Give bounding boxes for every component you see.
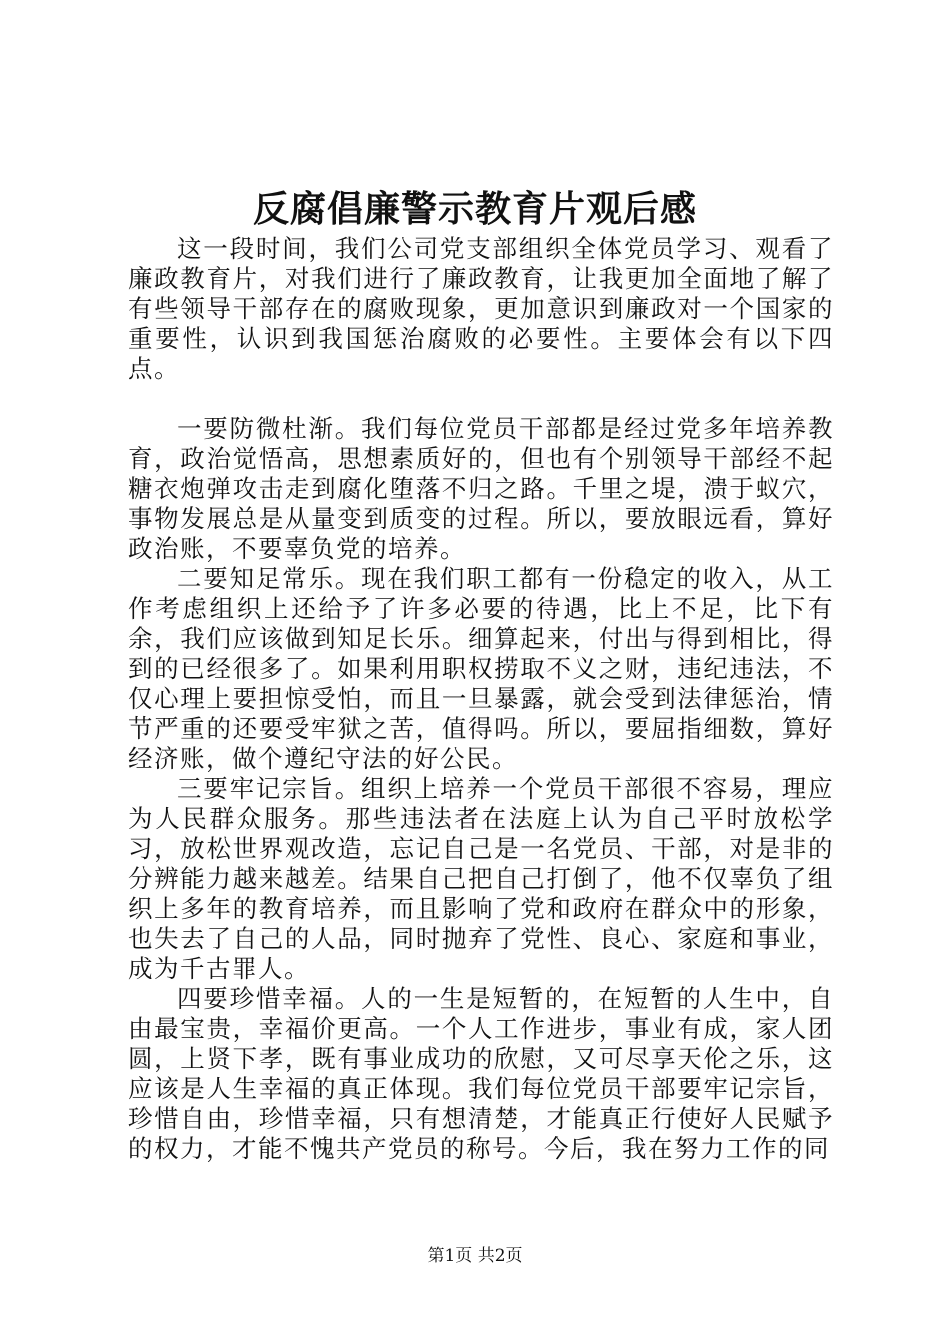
page-number-footer: 第1页 共2页 xyxy=(427,1246,523,1266)
paragraph-point-4: 四要珍惜幸福。人的一生是短暂的，在短暂的人生中，自由最宝贵，幸福价更高。一个人工作进步，事业有成，家人团圆，上贤下孝，既有事业成功的欣慰，又可尽享天伦之乐，这应该是人生幸福的真正体现。我们每位党员干部要牢记宗旨，珍惜自由，珍惜幸福，只有想清楚，才能真正行使好人民赋予的权力，才能不愧共产党员的称号。今后，我在努力工作的同 xyxy=(128,984,834,1163)
paragraph-point-2: 二要知足常乐。现在我们职工都有一份稳定的收入，从工作考虑组织上还给予了许多必要的待遇，比上不足，比下有余，我们应该做到知足长乐。细算起来，付出与得到相比，得到的已经很多了。如果利用职权捞取不义之财，违纪违法，不仅心理上要担惊受怕，而且一旦暴露，就会受到法律惩治，情节严重的还要受牢狱之苦，值得吗。所以，要屈指细数，算好经济账，做个遵纪守法的好公民。 xyxy=(128,564,834,773)
paragraph-intro: 这一段时间，我们公司党支部组织全体党员学习、观看了廉政教育片，对我们进行了廉政教育，让我更加全面地了解了有些领导干部存在的腐败现象，更加意识到廉政对一个国家的重要性，认识到我国惩治腐败的必要性。主要体会有以下四点。 xyxy=(128,234,834,383)
paragraph-point-3: 三要牢记宗旨。组织上培养一个党员干部很不容易，理应为人民群众服务。那些违法者在法庭上认为自己平时放松学习，放松世界观改造，忘记自己是一名党员、干部，对是非的分辨能力越来越差。结果自己把自己打倒了，他不仅辜负了组织上多年的教育培养，而且影响了党和政府在群众中的形象，也失去了自己的人品，同时抛弃了党性、良心、家庭和事业，成为千古罪人。 xyxy=(128,774,834,983)
document-title: 反腐倡廉警示教育片观后感 xyxy=(252,188,697,230)
document-body xyxy=(128,234,834,1164)
paragraph-point-1: 一要防微杜渐。我们每位党员干部都是经过党多年培养教育，政治觉悟高，思想素质好的，但也有个别领导干部经不起糖衣炮弹攻击走到腐化堕落不归之路。千里之堤，溃于蚁穴，事物发展总是从量变到质变的过程。所以，要放眼远看，算好政治账，不要辜负党的培养。 xyxy=(128,414,834,563)
